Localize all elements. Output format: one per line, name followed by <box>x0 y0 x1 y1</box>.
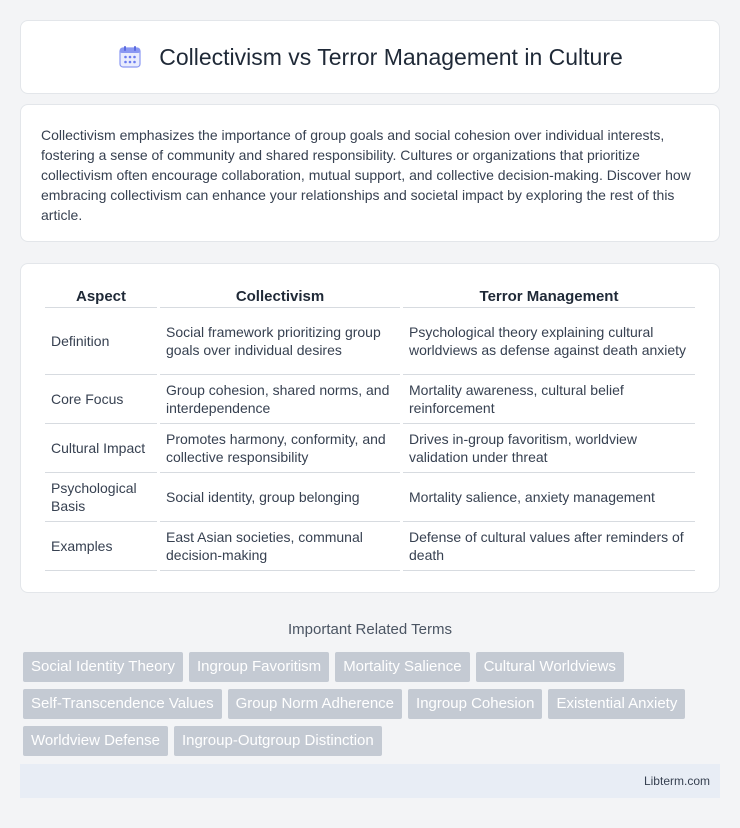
related-terms-title: Important Related Terms <box>288 621 452 638</box>
title-card <box>20 20 720 94</box>
cell-collectivism: Group cohesion, shared norms, and interdependence <box>160 375 400 424</box>
table-row <box>45 522 695 571</box>
related-term-tag[interactable]: Self-Transcendence Values <box>23 689 222 719</box>
cell-collectivism: East Asian societies, communal decision-making <box>160 522 400 571</box>
cell-terror-management: Drives in-group favoritism, worldview validation under threat <box>403 424 695 473</box>
page-title: Collectivism vs Terror Management in Culture <box>159 43 623 70</box>
table-row <box>45 473 695 522</box>
related-term-tag[interactable]: Mortality Salience <box>335 652 469 682</box>
intro-card <box>20 104 720 242</box>
header-aspect: Aspect <box>45 284 157 308</box>
intro-text: Collectivism emphasizes the importance of group goals and social cohesion over individual interests, fostering a sense of community and shared responsibility. Cultures or organizations that prioritize collectivism often encourage collaboration, mutual support, and collective decision-making. Discover how embracing collectivism can enhance your relationships and societal impact by exploring the rest of this article. <box>41 127 691 223</box>
cell-collectivism: Social identity, group belonging <box>160 473 400 522</box>
table-row <box>45 308 695 375</box>
table-header-row <box>45 284 695 308</box>
related-term-tag[interactable]: Ingroup Favoritism <box>189 652 329 682</box>
cell-collectivism: Social framework prioritizing group goals over individual desires <box>160 308 400 375</box>
cell-aspect: Psychological Basis <box>45 473 157 522</box>
footer <box>20 764 720 798</box>
header-collectivism: Collectivism <box>160 284 400 308</box>
comparison-card <box>20 263 720 593</box>
cell-terror-management: Mortality salience, anxiety management <box>403 473 695 522</box>
cell-aspect: Core Focus <box>45 375 157 424</box>
comparison-table <box>42 284 698 571</box>
table-row <box>45 375 695 424</box>
related-terms-section <box>20 621 720 756</box>
cell-aspect: Definition <box>45 308 157 375</box>
cell-terror-management: Psychological theory explaining cultural worldviews as defense against death anxiety <box>403 308 695 375</box>
calendar-icon <box>117 44 143 70</box>
footer-brand[interactable]: Libterm.com <box>643 774 710 788</box>
related-term-tag[interactable]: Ingroup Cohesion <box>408 689 542 719</box>
cell-terror-management: Defense of cultural values after reminders of death <box>403 522 695 571</box>
cell-collectivism: Promotes harmony, conformity, and collective responsibility <box>160 424 400 473</box>
related-term-tag[interactable]: Existential Anxiety <box>548 689 685 719</box>
related-terms-tags <box>20 652 720 756</box>
related-term-tag[interactable]: Social Identity Theory <box>23 652 183 682</box>
related-term-tag[interactable]: Group Norm Adherence <box>228 689 402 719</box>
cell-aspect: Examples <box>45 522 157 571</box>
cell-terror-management: Mortality awareness, cultural belief reinforcement <box>403 375 695 424</box>
related-term-tag[interactable]: Cultural Worldviews <box>476 652 624 682</box>
cell-aspect: Cultural Impact <box>45 424 157 473</box>
table-row <box>45 424 695 473</box>
header-terror-management: Terror Management <box>403 284 695 308</box>
related-term-tag[interactable]: Worldview Defense <box>23 726 168 756</box>
related-term-tag[interactable]: Ingroup-Outgroup Distinction <box>174 726 382 756</box>
